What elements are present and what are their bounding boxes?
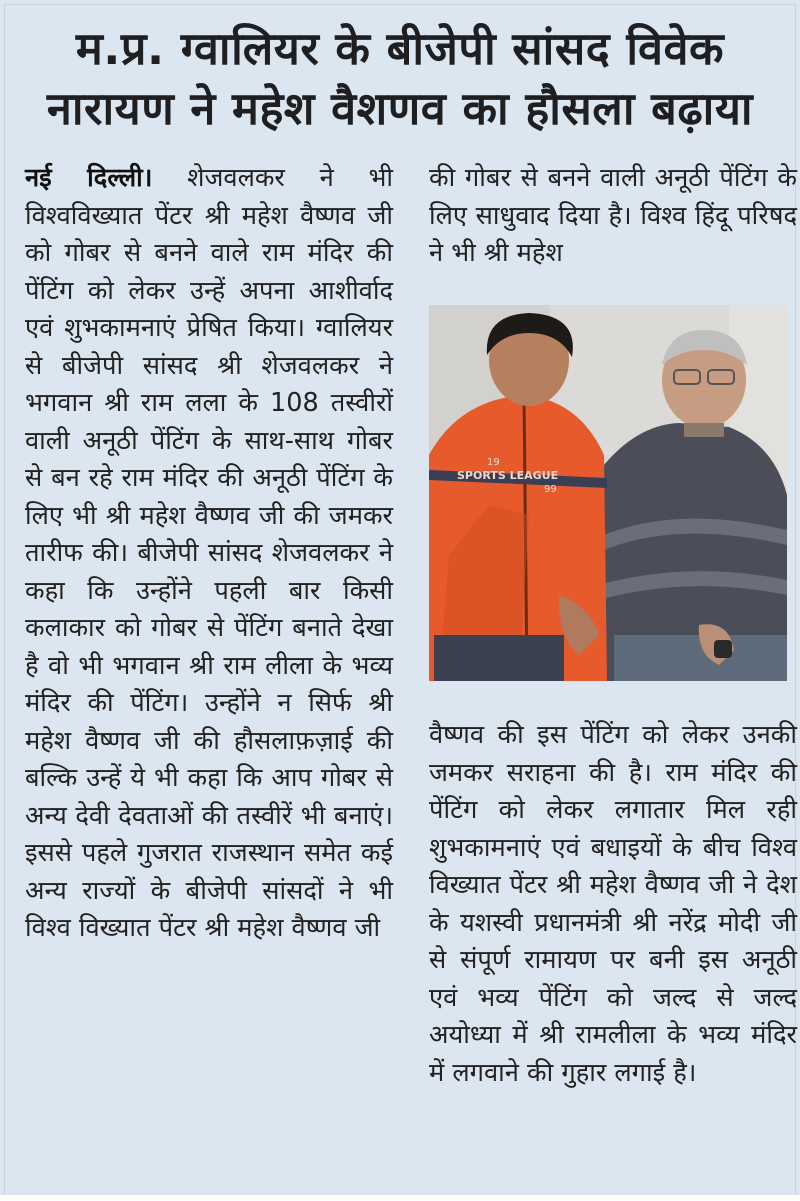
jacket-number-bottom: 99 [544,484,557,495]
article-column-left [25,160,393,948]
headline-line-1: म.प्र. ग्वालियर के बीजेपी सांसद विवेक [75,22,725,75]
headline-line-2: नारायण ने महेश वैशणव का हौसला बढ़ाया [46,82,754,135]
article-text-right-bottom: वैष्णव की इस पेंटिंग को लेकर उनकी जमकर सराहना की है। राम मंदिर की पेंटिंग को लेकर लगातार मिल रही शुभकामनाएं एवं बधाइयों के बीच विश्व विख्यात पेंटर श्री महेश वैष्णव जी ने देश के यशस्वी प्रधानमंत्री श्री नरेंद्र मोदी जी से संपूर्ण रामायण पर बनी इस अनूठी एवं भव्य पेंटिंग को जल्द से जल्द अयोध्या में श्री रामलीला के भव्य मंदिर में लगवाने की गुहार लगाई है। [429,720,797,1088]
newspaper-clipping [4,4,796,1196]
jacket-print-text: SPORTS LEAGUE [457,469,559,482]
article-text-right-top: की गोबर से बनने वाली अनूठी पेंटिंग के लिए साधुवाद दिया है। विश्व हिंदू परिषद ने भी श्री महेश [429,163,797,268]
article-column-right-bottom [429,717,797,1092]
dateline: नई दिल्ली। [25,163,153,193]
headline [5,19,795,139]
article-text-left: शेजवलकर ने भी विश्वविख्यात पेंटर श्री महेश वैष्णव जी को गोबर से बनने वाले राम मंदिर की पेंटिंग को लेकर उन्हें अपना आशीर्वाद एवं शुभकामनाएं प्रेषित किया। ग्वालियर से बीजेपी सांसद श्री शेजवलकर ने भगवान श्री राम लला के 108 तस्वीरों वाली अनूठी पेंटिंग के साथ-साथ गोबर से बन रहे राम मंदिर की अनूठी पेंटिंग के लिए भी श्री महेश वैष्णव जी की जमकर तारीफ की। बीजेपी सांसद शेजवलकर ने कहा कि उन्होंने पहली बार किसी कलाकार को गोबर से पेंटिंग बनाते देखा है वो भी भगवान श्री राम लीला के भव्य मंदिर की पेंटिंग। उन्होंने न सिर्फ श्री महेश वैष्णव जी की हौसलाफ़ज़ाई की बल्कि उन्हें ये भी कहा कि आप गोबर से अन्य देवी देवताओं की तस्वीरें भी बनाएं। इससे पहले गुजरात राजस्थान समेत कई अन्य राज्यों के बीजेपी सांसदों ने भी विश्व विख्यात पेंटर श्री महेश वैष्णव जी [25,163,394,943]
news-photo [429,305,787,681]
bottom-edge [0,1195,800,1201]
article-column-right-top [429,160,797,273]
photo-two-men [429,305,787,681]
jacket-number-top: 19 [487,457,500,468]
